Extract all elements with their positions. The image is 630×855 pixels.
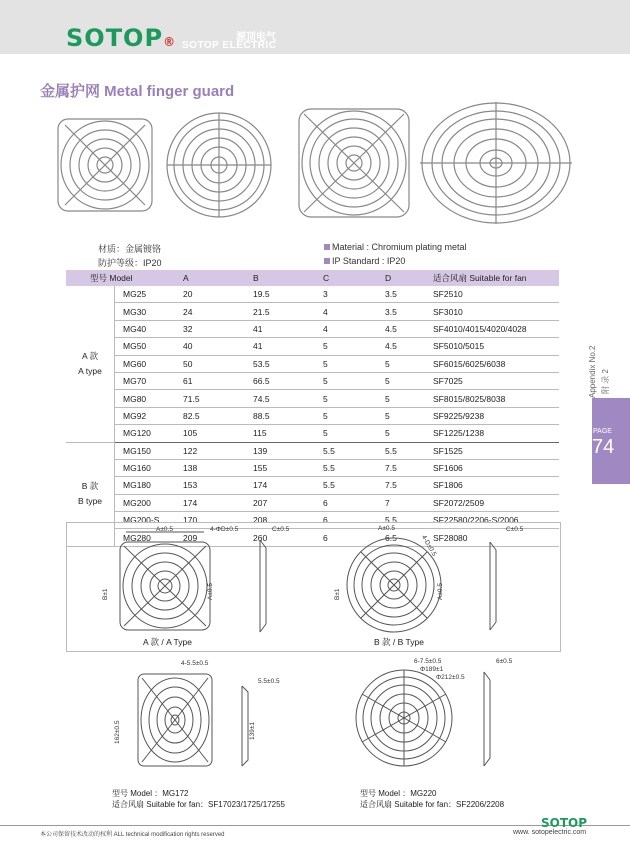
table-cell: 5 xyxy=(323,355,385,372)
footer-website[interactable]: www. sotopelectric.com xyxy=(513,829,587,836)
table-cell: 209 xyxy=(183,529,253,546)
table-cell: 7.5 xyxy=(385,459,433,476)
a-type-caption: A 款 / A Type xyxy=(143,637,192,647)
table-cell: 20 xyxy=(183,286,253,303)
table-cell: 207 xyxy=(253,494,323,511)
table-cell: 5.5 xyxy=(323,442,385,459)
mg172-front-drawing xyxy=(134,670,216,770)
table-cell: 5 xyxy=(385,355,433,372)
table-cell: 3.5 xyxy=(385,286,433,303)
material-cn: 材质：金属镀铬 xyxy=(98,244,162,254)
table-cell: SF8015/8025/8038 xyxy=(433,390,559,407)
table-cell: 122 xyxy=(183,442,253,459)
logo-dot-icon: ® xyxy=(163,35,177,49)
mg220-model: 型号 Model ：MG220 xyxy=(360,789,437,798)
table-cell: 5 xyxy=(323,372,385,389)
b-type-side-drawing xyxy=(486,540,500,632)
table-cell: 5 xyxy=(385,425,433,442)
footer-note: 本公司保留技术改动的权利 ALL technical modification rights reserved xyxy=(40,832,225,838)
col-b: B xyxy=(253,270,323,286)
table-cell: 40 xyxy=(183,338,253,355)
mg172-dim-inner: 139±1 xyxy=(249,721,256,740)
mg220-side-drawing xyxy=(480,670,494,768)
table-cell: SF28080 xyxy=(433,529,559,546)
table-header-row xyxy=(66,270,559,286)
table-cell: MG50 xyxy=(115,338,184,355)
spec-table xyxy=(66,270,559,547)
table-cell: MG180 xyxy=(115,477,184,494)
table-cell: SF1606 xyxy=(433,459,559,476)
page-title: 金属护网 Metal finger guard xyxy=(40,83,235,100)
table-cell: 174 xyxy=(253,477,323,494)
mg220-dim-outer: Φ189±1 xyxy=(420,666,444,673)
table-cell: 61 xyxy=(183,372,253,389)
table-cell: 88.5 xyxy=(253,407,323,424)
material-en: Material : Chromium plating metal xyxy=(324,242,467,252)
table-cell: 4 xyxy=(323,320,385,337)
table-cell: MG80 xyxy=(115,390,184,407)
a-type-side-drawing xyxy=(256,538,270,634)
table-row xyxy=(66,494,559,511)
table-cell: SF1806 xyxy=(433,477,559,494)
table-cell: 32 xyxy=(183,320,253,337)
table-cell: SF22580/2206-S/2006 xyxy=(433,512,559,529)
group-label-en: A type xyxy=(78,365,102,376)
table-row xyxy=(66,355,559,372)
b-type-caption: B 款 / B Type xyxy=(374,637,424,647)
table-cell: 4 xyxy=(323,303,385,320)
a-dim-b: B±1 xyxy=(102,588,109,600)
a-dim-c: C±0.5 xyxy=(272,526,290,533)
col-a: A xyxy=(183,270,253,286)
table-cell: 82.5 xyxy=(183,407,253,424)
table-cell: 5 xyxy=(385,407,433,424)
table-cell: 208 xyxy=(253,512,323,529)
table-cell: MG200 xyxy=(115,494,184,511)
appendix-label-en: Appendix No.2 xyxy=(588,345,597,398)
bullet-square-icon xyxy=(324,244,330,250)
table-cell: 7 xyxy=(385,494,433,511)
bullet-square-icon xyxy=(324,258,330,264)
mg220-dim-ring: Φ212±0.5 xyxy=(436,674,465,681)
table-cell: 138 xyxy=(183,459,253,476)
a-type-front-drawing xyxy=(116,538,214,634)
table-cell: MG30 xyxy=(115,303,184,320)
mg172-dim-depth: 5.5±0.5 xyxy=(258,678,280,685)
table-cell: MG120 xyxy=(115,425,184,442)
table-cell: 5 xyxy=(323,425,385,442)
mg220-dim-hole: 6-7.5±0.5 xyxy=(414,658,442,665)
table-cell: MG70 xyxy=(115,372,184,389)
col-model: 型号 Model xyxy=(66,270,183,286)
table-row xyxy=(66,303,559,320)
mg220-fan: 适合风扇 Suitable for fan：SF2206/2208 xyxy=(360,800,505,809)
table-cell: SF4010/4015/4020/4028 xyxy=(433,320,559,337)
table-cell: SF2510 xyxy=(433,286,559,303)
table-row xyxy=(66,390,559,407)
table-cell: MG60 xyxy=(115,355,184,372)
table-cell: 5.5 xyxy=(323,459,385,476)
table-row xyxy=(66,425,559,442)
table-cell: 50 xyxy=(183,355,253,372)
table-cell: SF9225/9238 xyxy=(433,407,559,424)
table-cell: 19.5 xyxy=(253,286,323,303)
b-dim-a-top: A±0.5 xyxy=(378,525,395,532)
page-number: 74 xyxy=(592,436,615,458)
table-cell: 5.5 xyxy=(385,512,433,529)
mg220-front-drawing xyxy=(354,668,454,768)
product-photo-1 xyxy=(55,116,155,214)
table-cell: MG160 xyxy=(115,459,184,476)
table-cell: SF6015/6025/6038 xyxy=(433,355,559,372)
b-dim-c: C±0.5 xyxy=(506,526,524,533)
table-cell: MG280 xyxy=(115,529,184,546)
protection-en: IP Standard : IP20 xyxy=(324,256,405,266)
product-photo-4 xyxy=(420,102,572,224)
table-cell: 5 xyxy=(323,390,385,407)
brand-cn: 源顶电气 xyxy=(236,32,276,43)
table-cell: 5 xyxy=(323,338,385,355)
a-dim-a-top: A±0.5 xyxy=(156,526,173,533)
table-row xyxy=(66,338,559,355)
footer-divider xyxy=(0,825,630,826)
table-cell: 155 xyxy=(253,459,323,476)
product-photo-3 xyxy=(296,106,412,220)
table-cell: 71.5 xyxy=(183,390,253,407)
group-label-en: B type xyxy=(77,496,103,507)
appendix-label-cn: 附 录 2 xyxy=(601,369,610,394)
table-cell: 5.5 xyxy=(323,477,385,494)
table-cell: SF2072/2509 xyxy=(433,494,559,511)
mg172-model: 型号 Model ：MG172 xyxy=(112,789,189,798)
table-row xyxy=(66,459,559,476)
col-d: D xyxy=(385,270,433,286)
col-fan: 适合风扇 Suitable for fan xyxy=(433,270,559,286)
table-cell: SF1525 xyxy=(433,442,559,459)
group-label xyxy=(66,286,115,442)
table-cell: MG25 xyxy=(115,286,184,303)
b-dim-b: B±1 xyxy=(334,588,341,600)
col-c: C xyxy=(323,270,385,286)
table-cell: SF7025 xyxy=(433,372,559,389)
table-cell: MG150 xyxy=(115,442,184,459)
table-cell: 260 xyxy=(253,529,323,546)
table-cell: MG92 xyxy=(115,407,184,424)
table-cell: 4.5 xyxy=(385,338,433,355)
table-cell: 105 xyxy=(183,425,253,442)
mg172-dim-height: 162±0.5 xyxy=(114,720,121,744)
table-cell: 6.5 xyxy=(385,529,433,546)
footer-logo: SOTOP xyxy=(541,816,588,830)
a-dim-a-side: A±0.5 xyxy=(207,583,214,600)
table-cell: 3 xyxy=(323,286,385,303)
table-cell: 24 xyxy=(183,303,253,320)
table-cell: 4.5 xyxy=(385,320,433,337)
mg172-fan: 适合风扇 Suitable for fan：SF17023/1725/17255 xyxy=(112,800,285,809)
table-row xyxy=(66,407,559,424)
mg172-dim-hole: 4-5.5±0.5 xyxy=(181,660,209,667)
table-cell: 74.5 xyxy=(253,390,323,407)
group-label-cn: B 款 xyxy=(81,481,99,492)
table-row xyxy=(66,372,559,389)
protection-cn: 防护等级：IP20 xyxy=(98,258,162,268)
page-label: PAGE xyxy=(593,428,612,435)
table-row xyxy=(66,442,559,459)
table-cell: 5 xyxy=(385,372,433,389)
table-cell: 5 xyxy=(323,407,385,424)
table-cell: 5.5 xyxy=(385,442,433,459)
table-cell: 3.5 xyxy=(385,303,433,320)
table-cell: 139 xyxy=(253,442,323,459)
b-dim-d: 4-D±0.5 xyxy=(419,534,438,558)
table-cell: SF5010/5015 xyxy=(433,338,559,355)
table-cell: 41 xyxy=(253,338,323,355)
table-cell: 170 xyxy=(183,512,253,529)
table-cell: 115 xyxy=(253,425,323,442)
brand-en: SOTOP ELECTRIC xyxy=(182,40,277,51)
table-row xyxy=(66,320,559,337)
a-dim-d: 4-ΦD±0.5 xyxy=(210,526,239,533)
table-cell: 5 xyxy=(385,390,433,407)
sotop-logo: SOTOP® xyxy=(66,24,177,52)
mg220-dim-depth: 6±0.5 xyxy=(496,658,513,665)
product-photo-2 xyxy=(165,112,273,218)
table-cell: 6 xyxy=(323,529,385,546)
table-cell: 153 xyxy=(183,477,253,494)
table-cell: 6 xyxy=(323,494,385,511)
table-cell: SF1225/1238 xyxy=(433,425,559,442)
table-cell: 6 xyxy=(323,512,385,529)
table-cell: 41 xyxy=(253,320,323,337)
table-row xyxy=(66,286,559,303)
table-cell: 174 xyxy=(183,494,253,511)
table-cell: 7.5 xyxy=(385,477,433,494)
table-cell: SF3010 xyxy=(433,303,559,320)
table-cell: 21.5 xyxy=(253,303,323,320)
table-cell: 66.5 xyxy=(253,372,323,389)
group-label-cn: A 款 xyxy=(81,350,99,361)
table-cell: 53.5 xyxy=(253,355,323,372)
table-row xyxy=(66,477,559,494)
b-dim-a-side: A±0.5 xyxy=(437,583,444,600)
table-cell: MG200-S xyxy=(115,512,184,529)
table-cell: MG40 xyxy=(115,320,184,337)
